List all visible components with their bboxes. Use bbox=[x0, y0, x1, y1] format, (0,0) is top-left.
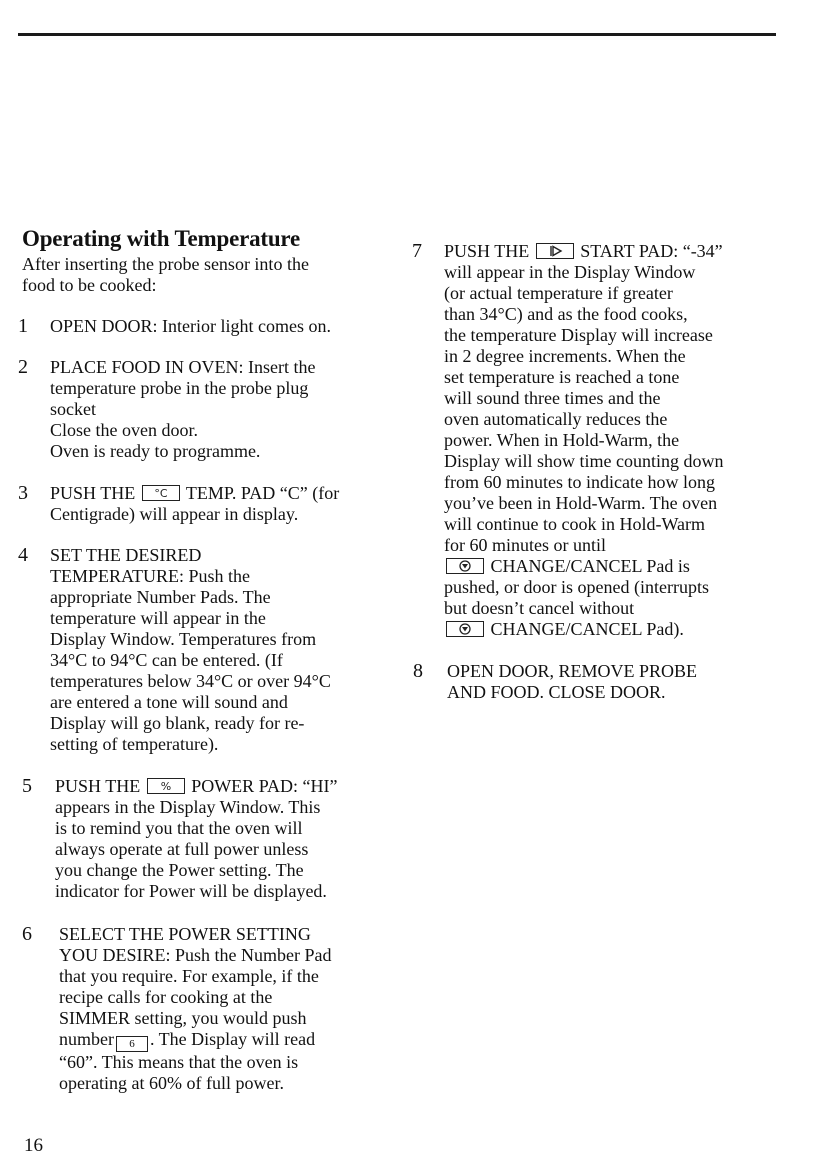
step-number: 2 bbox=[18, 356, 28, 378]
step-text: PUSH THE °C TEMP. PAD “C” (for Centigrade) will appear in display. bbox=[50, 483, 340, 524]
page-number: 16 bbox=[24, 1135, 43, 1156]
change-cancel-pad-icon bbox=[446, 558, 484, 574]
step-number: 7 bbox=[412, 240, 422, 262]
number-6-pad-icon: 6 bbox=[116, 1036, 148, 1052]
step-text: PUSH THE START PAD: “-34” will appear in the Display Window (or actual temperature if greater than 34°C) and as the food cooks, the temperature Display will increase in 2 degree increments. When the set temperature is reached a tone will sound three times and the oven automatically reduces the power. When in Hold-Warm, the Display will show time counting down from 60 minutes to indicate how long you’ve been in Hold-Warm. The oven will continue to cook in Hold-Warm for 60 minutes or until CHANGE/CANCEL Pad is pushed, or door is opened (interrupts but doesn’t cancel without CHANGE/CANCEL Pad). bbox=[444, 241, 724, 639]
step-number: 3 bbox=[18, 482, 28, 504]
power-pad-icon bbox=[147, 778, 185, 794]
intro-text bbox=[22, 254, 382, 296]
section-title: Operating with Temperature bbox=[22, 226, 301, 251]
step-number: 5 bbox=[22, 775, 32, 797]
intro-line: food to be cooked: bbox=[22, 275, 157, 295]
svg-text:%: % bbox=[160, 780, 171, 793]
step-number: 4 bbox=[18, 544, 28, 566]
step-text: OPEN DOOR, REMOVE PROBE AND FOOD. CLOSE DOOR. bbox=[447, 661, 698, 702]
step-text: PLACE FOOD IN OVEN: Insert the temperature probe in the probe plug socket Close the oven door. Oven is ready to programme. bbox=[50, 357, 316, 461]
temp-pad-icon bbox=[142, 485, 180, 501]
change-cancel-pad-icon bbox=[446, 621, 484, 637]
step-text: OPEN DOOR: Interior light comes on. bbox=[50, 316, 331, 336]
step-text: SET THE DESIRED TEMPERATURE: Push the appropriate Number Pads. The temperature will appear in the Display Window. Temperatures from 34°C to 94°C can be entered. (If temperatures below 34°C or over 94°C are entered a tone will sound and Display will go blank, ready for re- setting of temperature). bbox=[50, 545, 331, 754]
step-number: 8 bbox=[413, 660, 423, 682]
step-number: 6 bbox=[22, 923, 32, 945]
intro-line: After inserting the probe sensor into the bbox=[22, 254, 309, 274]
step-text: PUSH THE % POWER PAD: “HI” appears in the Display Window. This is to remind you that the oven will always operate at full power unless you change the Power setting. The indicator for Power will be displayed. bbox=[55, 776, 338, 901]
start-pad-icon bbox=[536, 243, 574, 259]
svg-text:°C: °C bbox=[154, 487, 168, 500]
step-text: SELECT THE POWER SETTING YOU DESIRE: Push the Number Pad that you require. For example, if the recipe calls for cooking at the SIMMER setting, you would push number 6 . The Display will read “60”. This means that the oven is operating at 60% of full power. bbox=[59, 924, 332, 1093]
step-number: 1 bbox=[18, 315, 28, 337]
header-rule bbox=[18, 33, 776, 36]
